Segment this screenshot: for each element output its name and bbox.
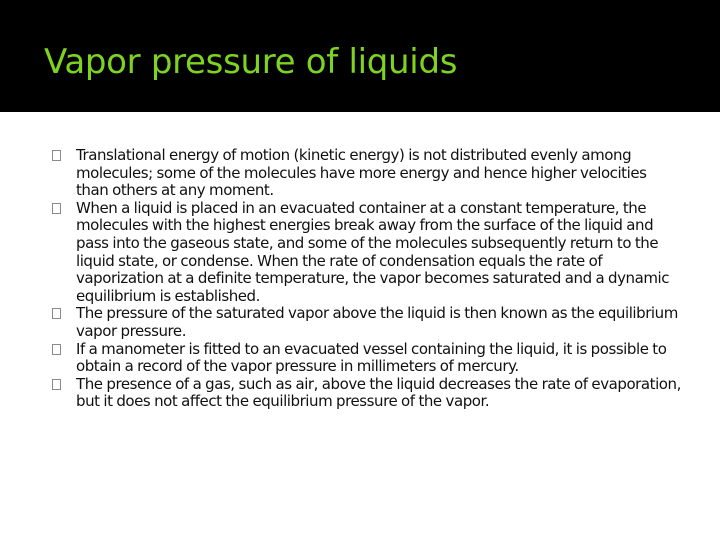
bullet-text: The pressure of the saturated vapor above the liquid is then known as the equilibrium vapor pressure. xyxy=(76,304,678,340)
square-bullet-icon xyxy=(52,344,61,355)
bullet-text: When a liquid is placed in an evacuated container at a constant temperature, the molecules with the highest energies break away from the surface of the liquid and pass into the gaseous state, and some of the molecules subsequently return to the liquid state, or condense. When the rate of condensation equals the rate of vaporization at a definite temperature, the vapor becomes saturated and a dynamic equilibrium is established. xyxy=(76,198,670,305)
square-bullet-icon xyxy=(52,150,61,161)
bullet-list xyxy=(52,147,682,411)
bullet-item xyxy=(52,147,682,200)
bullet-item xyxy=(52,341,682,376)
bullet-item xyxy=(52,376,682,411)
square-bullet-icon xyxy=(52,308,61,319)
square-bullet-icon xyxy=(52,203,61,214)
square-bullet-icon xyxy=(52,379,61,390)
title-bar xyxy=(0,0,720,112)
bullet-item xyxy=(52,200,682,306)
bullet-text: Translational energy of motion (kinetic energy) is not distributed evenly among molecules; some of the molecules have more energy and hence higher velocities than others at any moment. xyxy=(76,146,647,200)
bullet-text: If a manometer is fitted to an evacuated vessel containing the liquid, it is possible to obtain a record of the vapor pressure in millimeters of mercury. xyxy=(76,339,667,376)
bullet-text: The presence of a gas, such as air, above the liquid decreases the rate of evaporation, but it does not affect the equilibrium pressure of the vapor. xyxy=(76,374,681,411)
bullet-item xyxy=(52,305,682,340)
slide-title: Vapor pressure of liquids xyxy=(44,42,458,82)
